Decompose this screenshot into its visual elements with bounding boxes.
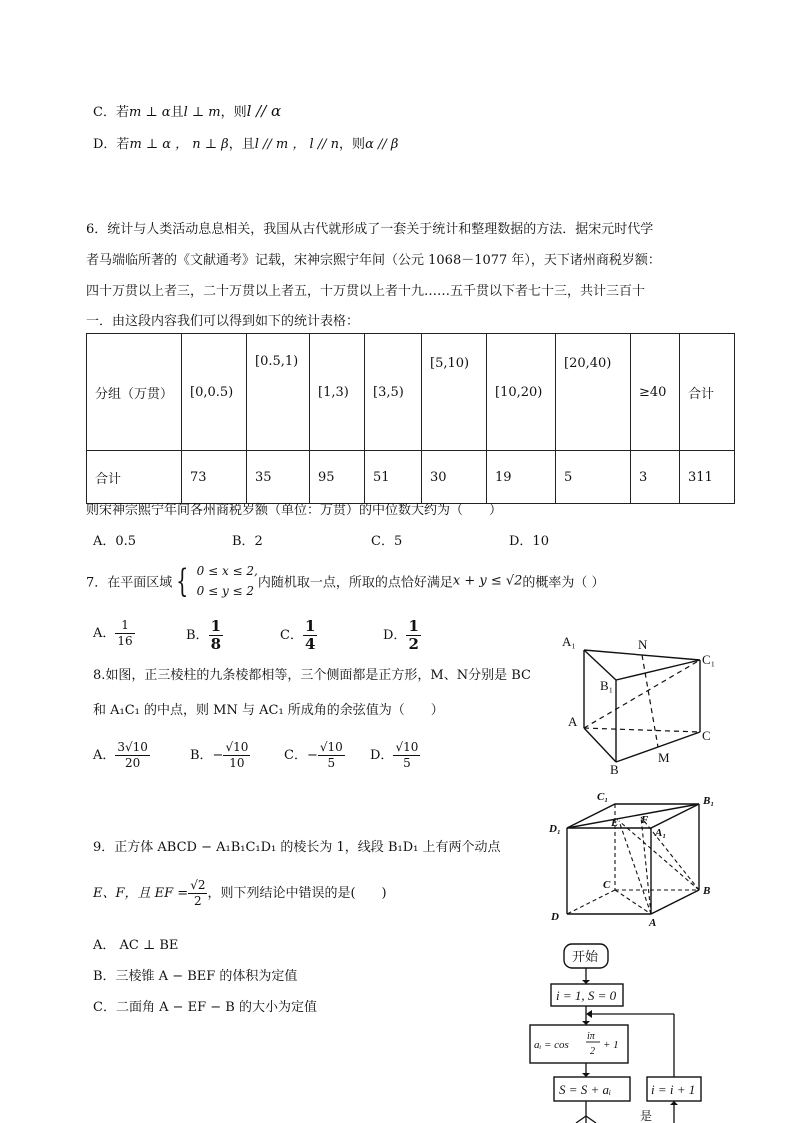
figure-label: B₁ xyxy=(703,795,715,807)
q9-option-b: B．三棱锥 A − BEF 的体积为定值 xyxy=(93,969,298,984)
table-header-cell: [0.5,1) xyxy=(247,334,310,451)
q7-option-a: A． $\frac{1}{16}$ xyxy=(93,618,133,648)
q9-text-line-2: E、F，且 EF = $\frac{√2}{2}$ ，则下列结论中错误的是( ) xyxy=(93,878,387,908)
table-row xyxy=(87,451,735,504)
q7-option-d: D． $\frac{1}{2}$ xyxy=(383,617,419,653)
table-cell: 95 xyxy=(310,451,365,504)
flowchart-start-label: 开始 xyxy=(572,949,599,964)
flowchart-increment-label: i = i + 1 xyxy=(651,1082,696,1097)
q9-option-a: A． AC ⊥ BE xyxy=(93,938,179,953)
figure-label: F xyxy=(641,814,649,826)
q7-constraint-system: 0 ≤ x ≤ 2, 0 ≤ y ≤ 2 xyxy=(196,564,258,598)
q7-option-b: B． $\frac{1}{8}$ xyxy=(186,617,221,653)
figure-label: C₁ xyxy=(597,791,609,803)
flowchart-init-label: i = 1, S = 0 xyxy=(556,988,617,1003)
table-header-cell: 合计 xyxy=(680,334,735,451)
q5-option-d: D．若m ⊥ α ， n ⊥ β，且l // m ， l // n，则α // β xyxy=(93,137,399,152)
table-header-cell: [0,0.5) xyxy=(182,334,247,451)
flowchart-compute-num: iπ xyxy=(587,1031,595,1042)
q9-option-c: C．二面角 A − EF − B 的大小为定值 xyxy=(93,1000,317,1015)
q6-text-line-1: 6．统计与人类活动息息相关，我国从古代就形成了一套关于统计和整理数据的方法．据宋元时代学 xyxy=(86,222,654,237)
figure-label: C xyxy=(603,879,611,891)
q6-option-d: D．10 xyxy=(509,534,549,549)
figure-label: E xyxy=(611,817,619,829)
q6-text-line-2: 者马端临所著的《文献通考》记载，宋神宗熙宁年间（公元 1068－1077 年），天下诸州商税岁额： xyxy=(86,253,661,268)
q6-option-c: C．5 xyxy=(371,534,403,549)
q8-option-d: D． $\frac{√10}{5}$ xyxy=(370,740,419,770)
q6-statistics-table xyxy=(86,333,735,504)
q6-option-a: A．0.5 xyxy=(93,534,137,549)
figure-label: D xyxy=(551,911,559,923)
q8-text-line-2: 和 A₁C₁ 的中点，则 MN 与 AC₁ 所成角的余弦值为（ ） xyxy=(93,703,444,718)
table-cell: 3 xyxy=(631,451,680,504)
flowchart-yes-label: 是 xyxy=(640,1109,653,1123)
table-cell: 30 xyxy=(422,451,487,504)
table-cell: 19 xyxy=(487,451,556,504)
figure-label: A₁ xyxy=(655,827,667,839)
figure-label: M xyxy=(658,750,670,765)
figure-label: B xyxy=(610,762,619,777)
figure-label: B₁ xyxy=(600,678,614,693)
table-cell: 73 xyxy=(182,451,247,504)
figure-label: D₁ xyxy=(549,823,561,835)
q8-text-line-1: 8.如图，正三棱柱的九条棱都相等，三个侧面都是正方形，M、N分别是 BC xyxy=(93,668,531,683)
table-header-cell: [20,40) xyxy=(556,334,631,451)
q6-question: 则宋神宗熙宁年间各州商税岁额（单位：万贯）的中位数大约为（ ） xyxy=(86,503,503,518)
q7-question: 7．在平面区域 { 0 ≤ x ≤ 2, 0 ≤ y ≤ 2 内随机取一点，所取的点恰好满足x + y ≤ √2的概率为（ ） xyxy=(86,562,605,600)
q6-option-b: B．2 xyxy=(232,534,263,549)
table-cell: 合计 xyxy=(87,451,182,504)
figure-label: B xyxy=(703,885,711,897)
table-header-cell: [5,10) xyxy=(422,334,487,451)
q6-text-line-4: 一．由这段内容我们可以得到如下的统计表格： xyxy=(86,314,360,329)
table-header-cell: [3,5) xyxy=(365,334,422,451)
flowchart-compute-label: aᵢ = cos xyxy=(534,1039,569,1051)
figure-label: A₁ xyxy=(562,634,576,649)
q8-option-b: B．− $\frac{√10}{10}$ xyxy=(190,740,249,770)
figure-label: A xyxy=(568,714,578,729)
figure-label: A xyxy=(649,917,657,929)
brace-symbol: { xyxy=(176,562,189,600)
cube-figure xyxy=(545,790,725,930)
table-header-cell: 分组（万贯） xyxy=(87,334,182,451)
table-header-cell: [10,20) xyxy=(487,334,556,451)
flowchart-sum-label: S = S + aᵢ xyxy=(559,1082,612,1097)
figure-label: C₁ xyxy=(702,652,716,667)
table-cell: 35 xyxy=(247,451,310,504)
flowchart-compute-den: 2 xyxy=(590,1046,595,1057)
flowchart-compute-tail: + 1 xyxy=(603,1039,619,1051)
table-header-cell: ≥40 xyxy=(631,334,680,451)
q8-option-a: A． $\frac{3√10}{20}$ xyxy=(93,740,148,770)
table-header-row xyxy=(87,334,735,451)
table-cell: 51 xyxy=(365,451,422,504)
flowchart xyxy=(520,940,740,1123)
q5-option-c: C．若m ⊥ α且l ⊥ m，则l // α xyxy=(93,102,282,120)
table-header-cell: [1,3) xyxy=(310,334,365,451)
q6-text-line-3: 四十万贯以上者三，二十万贯以上者五，十万贯以上者十九……五千贯以下者七十三，共计三百十 xyxy=(86,284,646,299)
q8-option-c: C．− $\frac{√10}{5}$ xyxy=(284,740,343,770)
figure-label: N xyxy=(638,637,648,652)
q9-text-line-1: 9．正方体 ABCD − A₁B₁C₁D₁ 的棱长为 1，线段 B₁D₁ 上有两个动点 xyxy=(93,840,501,855)
prism-figure xyxy=(560,632,730,777)
table-cell: 311 xyxy=(680,451,735,504)
q7-option-c: C． $\frac{1}{4}$ xyxy=(280,617,316,653)
figure-label: C xyxy=(702,728,711,743)
table-cell: 5 xyxy=(556,451,631,504)
